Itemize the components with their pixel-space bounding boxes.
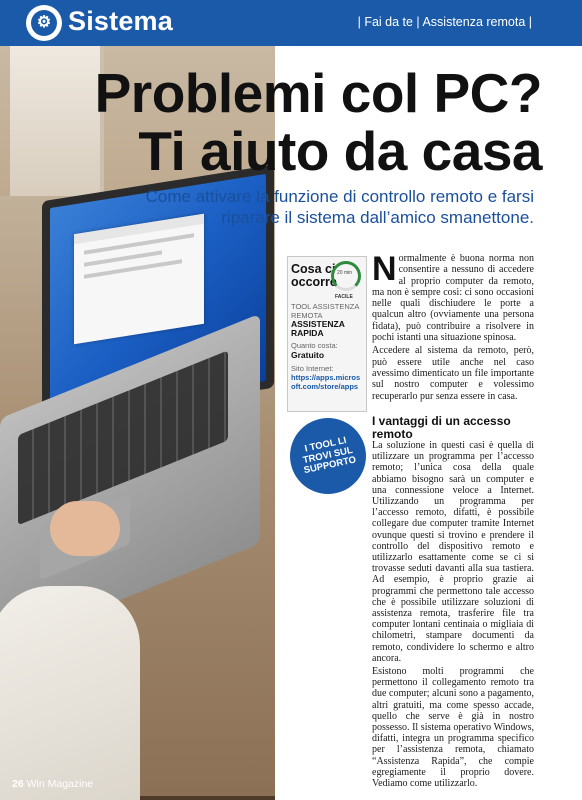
section-title: Sistema [68,6,173,36]
article-title [92,64,542,180]
tool-name: ASSISTENZA RAPIDA [291,319,345,338]
sweater-arm [0,586,140,800]
hand [50,501,120,556]
title-line-1: Problemi col PC? [94,62,542,124]
quick-assist-dialog [74,214,204,345]
paragraph: Accedere al sistema da remoto, però, può essere utile anche nel caso avessimo dimenticato un file importante sul nostro computer e volessimo recuperarlo pur senza essere in casa. [372,345,534,402]
section-header [0,0,582,46]
section-heading: I vantaggi di un accesso remoto [372,414,511,441]
support-badge: I TOOL LI TROVI SUL SUPPORTO [283,411,373,501]
cost-value: Gratuito [291,350,325,360]
time-label: 20 min [337,270,353,276]
breadcrumb: | Fai da te | Assistenza remota | [357,15,532,29]
site-label: Sito Internet: [291,364,334,373]
tool-label: TOOL ASSISTENZA REMOTA [291,302,359,320]
article-intro [372,250,534,404]
page-footer [12,778,93,790]
paragraph: ormalmente è buona norma non consentire a nessuno di accedere al proprio computer da remoto, ma non è sempre così: ci sono occasioni nelle quali dischiudere le porte a qualcun altro (ovviamente una persona fidata), può contribuire a risolvere in pochi istanti una situazione spinosa. [372,253,534,344]
site-link[interactable]: https://apps.microsoft.com/store/apps [291,373,361,391]
magazine-name: Win Magazine [26,778,94,790]
window [10,46,104,196]
requirements-box [287,256,367,412]
article-body [372,440,534,791]
difficulty-dial-icon [331,261,361,291]
article-subtitle: Come attivare la funzione di controllo remoto e farsi riparare il sistema dall’amico smanettone. [145,187,534,227]
paragraph: La soluzione in questi casi è quella di utilizzare un programma per l’accesso remoto; l’unica cosa della quale abbiamo bisogno sarà un computer e una connessione veloce a Internet. Utilizzando un programma per l’accesso remoto, difatti, è possibile collegare due computer tramite Internet ovunque questi si trovino e prendere il controllo del dispositivo remoto e utilizzarlo esattamente come se ci si trovasse seduti davanti alla sua tastiera. Ad esempio, è proprio grazie ai programmi che permettono tale accesso che è possibile utilizzare soluzioni di assistenza remota, trasferire file tra computer lontani centinaia o migliaia di chilometri, stampare documenti da remoto, condividere lo schermo e altro ancora. [372,440,534,664]
sistema-logo [26,5,62,41]
difficulty-label: FACILE [335,294,353,300]
requirements-heading: Cosa ci occorre [291,262,337,289]
paragraph: Esistono molti programmi che permettono il collegamento remoto tra due computer; alcuni sono a pagamento, altri gratuiti, ma come spesso accade, quello che serve è già in nostro possesso. Il sistema operativo Windows, difatti, integra un programma specifico per l’assistenza remota, chiamato “Assistenza Rapida”, che compie egregiamente il proprio dovere. Vediamo come utilizzarlo. [372,666,534,790]
gear-icon: ⚙ [31,10,57,36]
drop-cap: N [372,250,397,288]
title-line-2: Ti aiuto da casa [138,120,542,182]
page-number: 26 [12,778,24,790]
cost-label: Quanto costa: [291,341,338,350]
